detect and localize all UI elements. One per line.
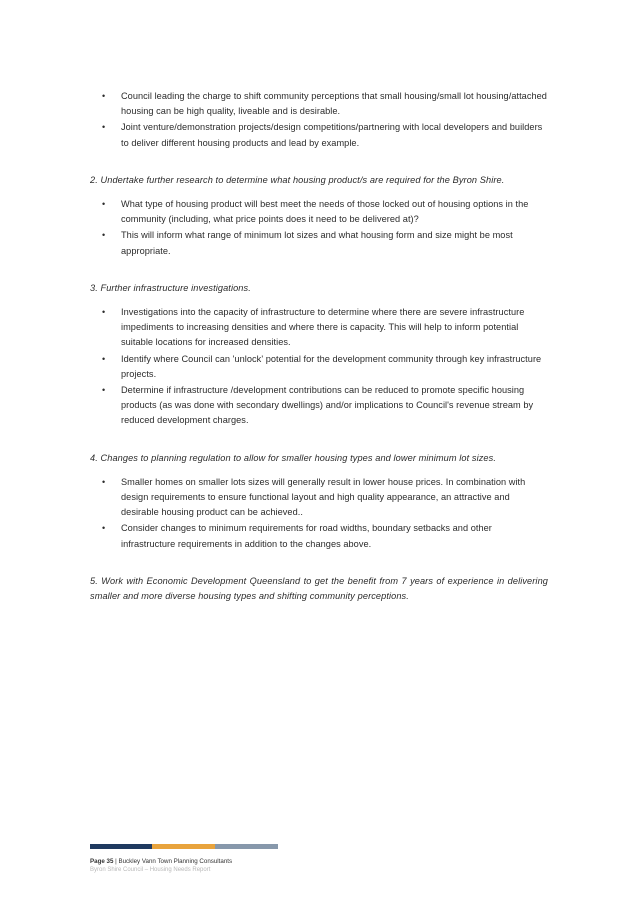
footer-page-line <box>90 858 390 865</box>
section-heading: 4. Changes to planning regulation to allow for smaller housing types and lower minimum lot sizes. <box>90 452 496 463</box>
list-item: • Identify where Council can 'unlock' potential for the development community through key infrastructure projects. <box>102 353 542 379</box>
list-item: • Council leading the charge to shift community perceptions that small housing/small lot housing/attached housing can be high quality, liveable and is desirable. <box>102 91 547 117</box>
list-item: • Consider changes to minimum requirements for road widths, boundary setbacks and other infrastructure requirements in addition to the changes above. <box>102 523 492 549</box>
footer-report-title: Byron Shire Council – Housing Needs Report <box>90 867 211 873</box>
page-footer <box>90 844 390 873</box>
list-item: • What type of housing product will best meet the needs of those locked out of housing options in the community (including, what price points does it need to be delivered at)? <box>102 199 529 225</box>
list-item: • Determine if infrastructure /development contributions can be reduced to promote specific housing products (as was done with secondary dwellings) and/or implications to Council's revenue stream by reduced development charges. <box>102 385 534 426</box>
bullet-list <box>90 305 548 429</box>
bullet-icon: • <box>102 199 106 210</box>
list-item: • Joint venture/demonstration projects/design competitions/partnering with local developers and builders to deliver different housing products and lead by example. <box>102 122 543 148</box>
list-item: • Smaller homes on smaller lots sizes will generally result in lower house prices. In combination with design requirements to ensure functional layout and high quality appearance, an attractive and desirable housing product can be achieved.. <box>102 476 526 518</box>
bullet-list <box>90 197 548 259</box>
bullet-icon: • <box>102 307 106 318</box>
bullet-icon: • <box>102 91 106 101</box>
bullet-icon: • <box>102 385 106 396</box>
footer-bar-orange <box>152 844 215 849</box>
bullet-icon: • <box>102 122 106 133</box>
bullet-icon: • <box>102 230 106 241</box>
list-item: • Investigations into the capacity of infrastructure to determine where there are severe infrastructure impediments to increasing densities and where there is capacity. This will help to inform potential suitable locations for increased densities. <box>102 307 525 348</box>
footer-author: Buckley Vann Town Planning Consultants <box>118 858 233 865</box>
section-heading: 2. Undertake further research to determine what housing product/s are required for the Byron Shire. <box>90 174 505 185</box>
bullet-list <box>90 475 548 552</box>
footer-bar-grey <box>215 844 278 849</box>
footer-color-bar <box>90 844 278 849</box>
section-heading: 5. Work with Economic Development Queensland to get the benefit from 7 years of experience in delivering smaller and more diverse housing types and shifting community perceptions. <box>90 575 548 602</box>
list-item: • This will inform what range of minimum lot sizes and what housing form and size might be most appropriate. <box>102 230 513 256</box>
bullet-list <box>90 89 548 151</box>
bullet-icon: • <box>102 476 106 487</box>
document-body <box>90 89 548 604</box>
bullet-icon: • <box>102 353 106 364</box>
page-number: Page 35 <box>90 858 114 865</box>
bullet-icon: • <box>102 523 106 534</box>
footer-bar-navy <box>90 844 152 849</box>
footer-separator: | <box>115 858 117 865</box>
section-heading: 3. Further infrastructure investigations. <box>90 282 251 293</box>
